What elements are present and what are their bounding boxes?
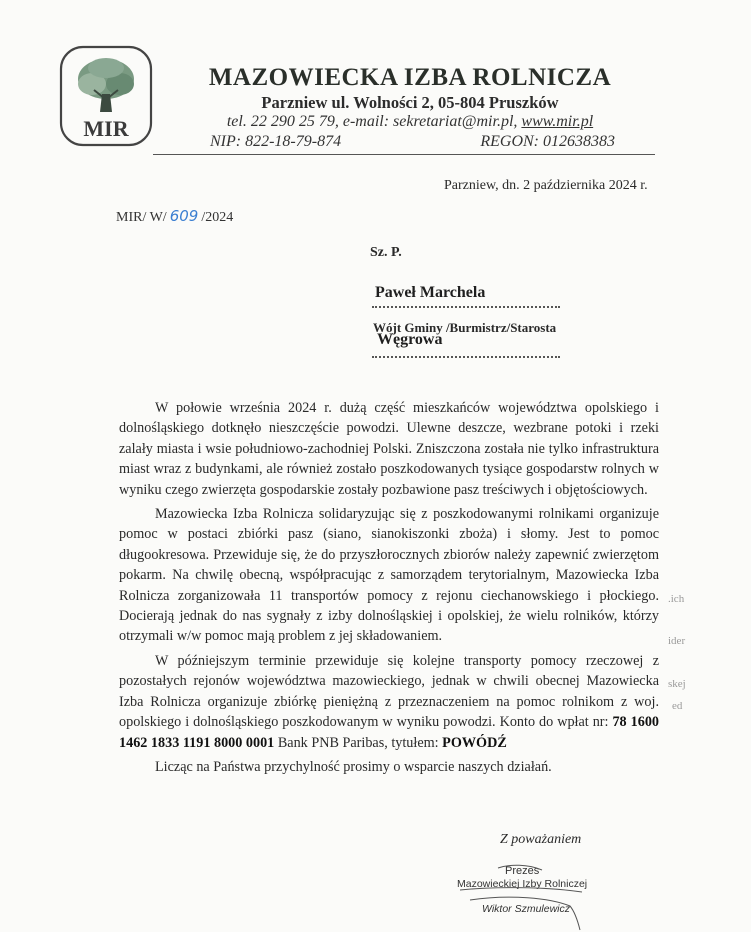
dotted-line bbox=[372, 356, 560, 358]
bank-name: Bank PNB Paribas, tytułem: bbox=[274, 734, 443, 751]
ref-prefix: MIR/ W/ bbox=[116, 210, 167, 225]
reference-number bbox=[116, 207, 233, 226]
transfer-title: POWÓDŹ bbox=[442, 734, 507, 751]
recipient-place: Węgrowa bbox=[377, 331, 443, 348]
recipient-role: Wójt Gminy /Burmistrz/Starosta bbox=[373, 320, 557, 335]
ref-suffix: /2024 bbox=[201, 210, 234, 225]
website-link[interactable]: www.mir.pl bbox=[521, 113, 594, 130]
mir-logo bbox=[58, 44, 154, 148]
nip: NIP: 822-18-79-874 bbox=[210, 133, 342, 150]
account-number: 78 1600 1462 1833 1191 8000 0001 bbox=[119, 714, 659, 751]
ref-handwritten-number: 609 bbox=[169, 207, 199, 225]
paragraph-2: Mazowiecka Izba Rolnicza solidaryzując się z poszkodowanymi rolnikami organizuje pomoc w postaci zbiórki pasz (siano, sianokiszonki zboża) i słomy. Jest to pomoc długookresowa. Przewiduje się, że do przyszłorocznych zbiorów należy zapewnić zwierzętom pokarm. Na chwilę obecną, współpracując z samorządem terytorialnym, Mazowiecka Izba Rolnicza zorganizowała 11 transportów pomocy z rejonu ciechanowskiego i płockiego. Docierają jednak do nas sygnały z izby dolnośląskiej i opolskiej, że wielu rolników, którzy otrzymali w/w pomoc mają problem z jej składowaniem. bbox=[119, 506, 659, 645]
bleed-through-text: skej bbox=[668, 678, 686, 690]
signatory-name: Wiktor Szmulewicz bbox=[482, 903, 570, 915]
paragraph-1: W połowie września 2024 r. dużą część mieszkańców województwa opolskiego i dolnośląskiego dotknęło nieszczęście powodzi. Ulewne deszcze, wezbrane potoki i rzeki zalały miasta i wsie południowo-zachodniej Polski. Zniszczona została nie tylko infrastruktura miast wraz z budynkami, ale również zostało poszkodowanych tysiące gospodarstw rolnych w wyniku czego zwierzęta gospodarskie zostały pozbawione pasz treściwych i objętościowych. bbox=[119, 400, 659, 498]
logo-text: MIR bbox=[83, 116, 129, 141]
signature-scribble bbox=[450, 862, 590, 932]
org-address: Parzniew ul. Wolności 2, 05-804 Pruszków bbox=[261, 93, 559, 112]
dotted-line bbox=[372, 306, 560, 308]
paragraph-3-text: W późniejszym terminie przewiduje się kolejne transporty pomocy rzeczowej z pozostałych rejonów województwa mazowieckiego, jednak w chwili obecnej Mazowiecka Izba Rolnicza organizuje zbiórkę pieniężną z przeznaczeniem na pomoc rolnikom z woj. opolskiego i dolnośląskiego poszkodowanym w wyniku powodzi. Konto do wpłat nr: bbox=[119, 652, 659, 731]
addressee-label: Sz. P. bbox=[370, 245, 402, 260]
recipient-name: Paweł Marchela bbox=[375, 284, 486, 301]
date-line: Parzniew, dn. 2 października 2024 r. bbox=[444, 178, 648, 193]
bleed-through-text: .ich bbox=[668, 593, 685, 605]
signatory-title: Prezes bbox=[505, 865, 540, 877]
org-contact bbox=[160, 113, 660, 131]
letter-body bbox=[119, 398, 659, 781]
org-ids bbox=[210, 133, 615, 151]
bleed-through-text: ed bbox=[672, 700, 683, 712]
regon: REGON: 012638383 bbox=[480, 133, 615, 150]
signature-stamp bbox=[450, 862, 590, 922]
contact-text: tel. 22 290 25 79, e-mail: sekretariat@mir.pl, bbox=[226, 113, 518, 130]
closing-salutation: Z poważaniem bbox=[500, 832, 582, 847]
header-divider bbox=[153, 154, 655, 155]
paragraph-4: Licząc na Państwa przychylność prosimy o wsparcie naszych działań. bbox=[155, 758, 552, 775]
signatory-org: Mazowieckiej Izby Rolniczej bbox=[457, 878, 588, 890]
paragraph-3 bbox=[119, 651, 659, 753]
bleed-through-text: ider bbox=[668, 635, 686, 647]
org-name: MAZOWIECKA IZBA ROLNICZA bbox=[208, 64, 612, 91]
